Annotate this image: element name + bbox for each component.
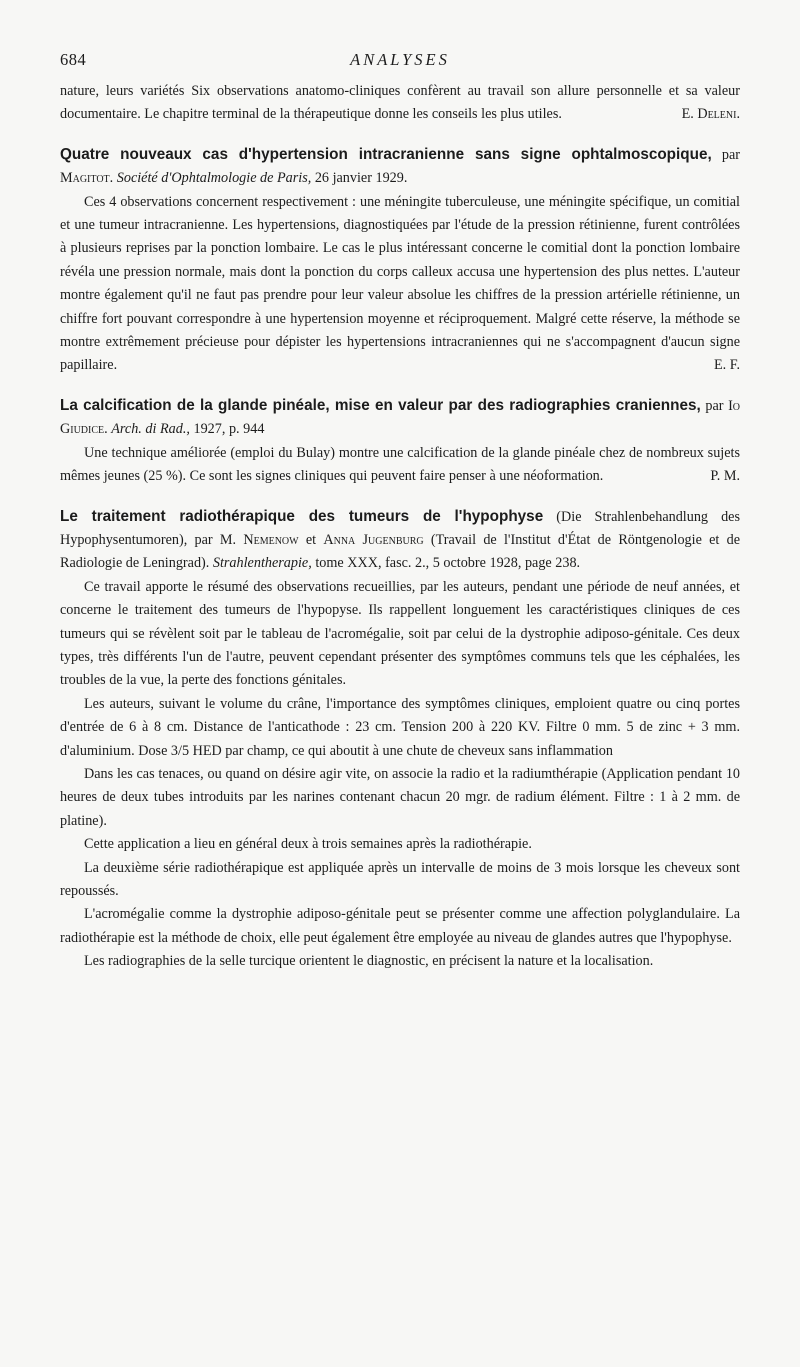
article-2-title: La calcification de la glande pinéale, mise en valeur par des radiographies craniennes, [60, 396, 701, 414]
article-3-paragraph-5: La deuxième série radiothérapique est appliquée après un intervalle de moins de 3 mois lorsque les cheveux sont repoussés. [60, 859, 740, 899]
article-1-text: Ces 4 observations concernent respectivement : une méningite tuberculeuse, une méningite spécifique, un comitial et une tumeur intracranienne. Les hypertensions, diagnostiquées par l'étude de la pression rétinienne, furent contrôlées à plusieurs reprises par la ponction lombaire. Le cas le plus intéressant concerne le comitial dont la ponction lombaire révéla une pression normale, mais dont la ponction du corps calleux accusa une hypertension des plus nettes. L'auteur montre également qu'il ne faut pas prendre pour leur valeur absolue les chiffres de la pression artérielle rétinienne, un chiffre fort pouvant correspondre à une hypertension moyenne et réciproquement. Malgré cette réserve, la méthode se montre extrêmement précieuse pour dépister les hypertensions intracraniennes qui ne s'accompagnent d'aucun signe papillaire. [60, 193, 740, 374]
page-number: 684 [60, 50, 87, 69]
article-3-paragraph-4: Cette application a lieu en général deux à trois semaines après la radiothérapie. [84, 836, 532, 853]
article-3-volume: tome XXX, fasc. 2., 5 octobre 1928, page 238. [315, 555, 581, 572]
article-3-paragraph-6: L'acromégalie comme la dystrophie adiposo-génitale peut se présenter comme une affection polyglandulaire. La radiothérapie est la méthode de choix, elle peut également être employée au niveau de glandes autres que l'hypophyse. [60, 906, 740, 946]
article-1-paragraph [60, 191, 740, 378]
article-1-heading [60, 143, 740, 191]
article-1 [60, 143, 740, 378]
article-3-body [60, 576, 740, 974]
article-1-title: Quatre nouveaux cas d'hypertension intracranienne sans signe ophtalmoscopique, [60, 145, 712, 163]
running-title: ANALYSES [350, 50, 450, 69]
article-1-author: Magitot. [60, 170, 114, 187]
article-2-source: Arch. di Rad., [111, 421, 190, 438]
intro-paragraph [60, 80, 740, 127]
article-3-subtitle: (Die Strahlenbehandlung des Hypophysentumoren), par [60, 508, 741, 548]
article-3-title: Le traitement radiothérapique des tumeurs de l'hypophyse [60, 507, 544, 525]
article-1-source: Société d'Ophtalmologie de Paris, [116, 170, 312, 187]
article-1-signature: E. F. [713, 357, 740, 374]
intro-signature: E. Deleni. [681, 106, 740, 123]
article-1-body [60, 191, 740, 378]
article-3-source: Strahlentherapie, [212, 555, 312, 572]
article-1-author-prefix: par [721, 146, 741, 163]
article-2-author-prefix: par [705, 397, 724, 414]
article-2-text: Une technique améliorée (emploi du Bulay) montre une calcification de la glande pinéale chez de nombreux sujets mêmes jeunes (25 %). Ce sont les signes cliniques qui peuvent faire penser à une néoformation. [60, 444, 740, 485]
article-3-institution: (Travail de l'Institut d'État de Röntgenologie et de Radiologie de Leningrad). [60, 531, 741, 572]
article-3-paragraph-7: Les radiographies de la selle turcique orientent le diagnostic, en précisent la nature et la localisation. [84, 953, 654, 970]
intro-section [60, 80, 740, 127]
article-2 [60, 394, 740, 489]
article-2-date: 1927, p. 944 [193, 421, 265, 438]
article-3 [60, 505, 740, 974]
article-2-author: Io Giudice. [60, 397, 741, 438]
article-3-paragraph-2: Les auteurs, suivant le volume du crâne, l'importance des symptômes cliniques, emploient quatre ou cinq portes d'entrée de 6 à 8 cm. Distance de l'anticathode : 23 cm. Tension 200 à 220 KV. Filtre 0 mm. 5 de zinc + 3 mm. d'aluminium. Dose 3/5 HED par champ, ce qui aboutit à une chute de cheveux sans inflammation [60, 695, 740, 759]
running-head [60, 50, 740, 80]
article-2-paragraph [60, 442, 740, 489]
article-3-and: et [305, 531, 317, 548]
article-2-heading [60, 394, 740, 442]
article-2-signature: P. M. [710, 468, 740, 485]
article-3-paragraph-1: Ce travail apporte le résumé des observations recueillies, par les auteurs, pendant une période de neuf années, et concerne le traitement des tumeurs de l'hypopyse. Ils rappellent longuement les caractéristiques cliniques de ces tumeurs qui se révèlent soit par le tableau de l'acromégalie, soit par celui de la dystrophie adiposo-génitale. Ces deux types, très différents l'un de l'autre, peuvent cependant présenter des symptômes communs tels que les céphalées, les troubles de la vue, la perte des fonctions génitales. [60, 578, 740, 689]
article-3-author-1: M. Nemenow [219, 531, 299, 548]
article-3-heading [60, 505, 740, 576]
intro-text: nature, leurs variétés Six observations anatomo-cliniques confèrent au travail son allure personnelle et sa valeur documentaire. Le chapitre terminal de la thérapeutique donne les conseils les plus utiles. [60, 83, 740, 123]
article-2-body [60, 442, 740, 489]
article-3-author-2: Anna Jugenburg [323, 531, 424, 548]
article-1-date: 26 janvier 1929. [314, 170, 408, 187]
article-3-paragraph-3: Dans les cas tenaces, ou quand on désire agir vite, on associe la radio et la radiumthérapie (Application pendant 10 heures de deux tubes introduits par les narines contenant chacun 20 mgr. de radium élément. Filtre : 1 à 2 mm. de platine). [60, 765, 740, 829]
